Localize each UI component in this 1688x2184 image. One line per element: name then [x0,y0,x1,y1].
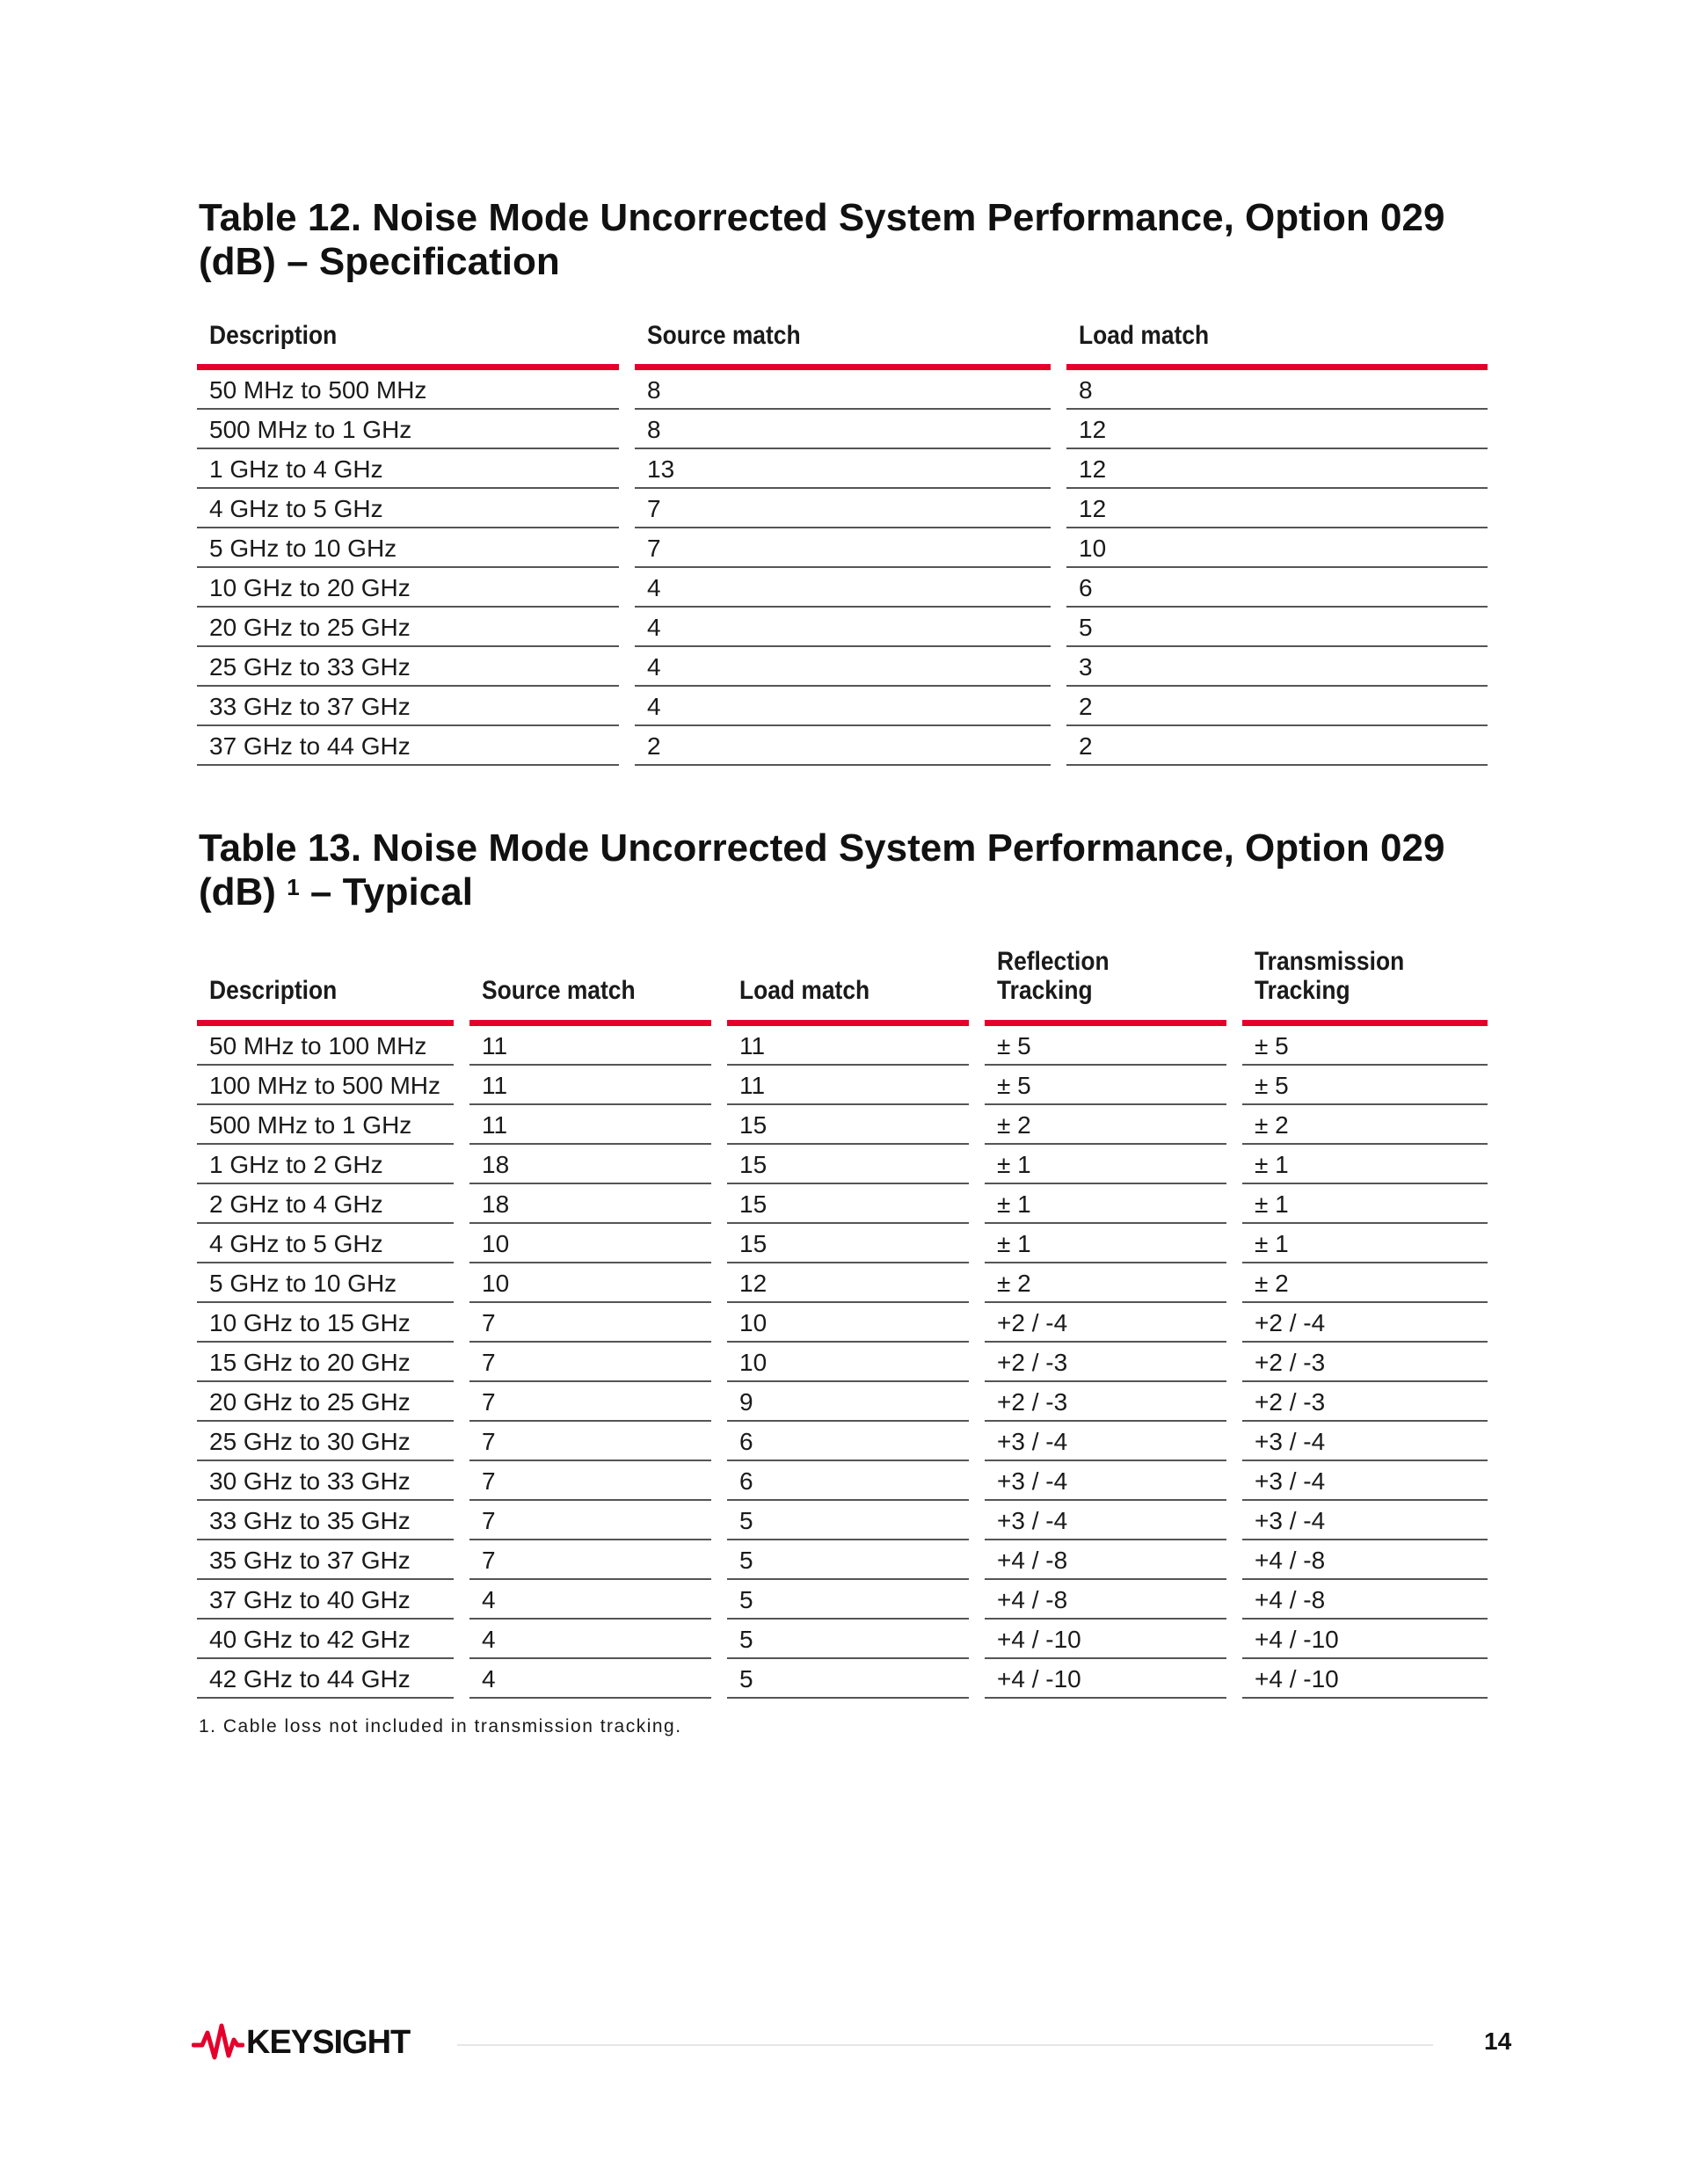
table12-header-description: Description [197,310,619,370]
table13-body [197,1026,1488,1699]
table-row [197,1303,1488,1343]
table-row [197,726,1488,766]
table-cell: 4 [469,1620,711,1659]
table-row [197,568,1488,608]
table-cell: 33 GHz to 35 GHz [197,1501,454,1540]
table-cell: 5 [727,1501,969,1540]
table-cell: +4 / -8 [1242,1580,1488,1620]
table-cell: 8 [635,410,1051,449]
table-row [197,370,1488,410]
table-cell: 4 GHz to 5 GHz [197,1224,454,1263]
table-cell: +2 / -4 [985,1303,1226,1343]
table-cell: +2 / -3 [1242,1343,1488,1382]
table-cell: 11 [469,1105,711,1145]
table12-header-row [197,310,1488,370]
table-cell: 50 MHz to 500 MHz [197,370,619,410]
table-cell: 10 [727,1303,969,1343]
table-row [197,608,1488,647]
footer-divider [457,2044,1433,2046]
footnote-ref: 1 [287,874,300,900]
table-cell: 9 [727,1382,969,1422]
footnote: 1. Cable loss not included in transmission tracking. [199,1716,682,1736]
table13-header-row [197,943,1488,1026]
table-cell: 12 [727,1263,969,1303]
table-row [197,1382,1488,1422]
table12-header-load-match: Load match [1066,310,1488,370]
table-cell: 4 [469,1659,711,1699]
table-cell: 4 [635,608,1051,647]
table-cell: 10 [727,1343,969,1382]
table-cell: 33 GHz to 37 GHz [197,687,619,726]
table-cell: ± 1 [1242,1224,1488,1263]
table-cell: 7 [635,528,1051,568]
table12-header-source-match: Source match [635,310,1051,370]
table-cell: 500 MHz to 1 GHz [197,410,619,449]
table-cell: 10 GHz to 20 GHz [197,568,619,608]
table-cell: 50 MHz to 100 MHz [197,1026,454,1066]
table-cell: 18 [469,1184,711,1224]
table-cell: 2 GHz to 4 GHz [197,1184,454,1224]
table-cell: 15 GHz to 20 GHz [197,1343,454,1382]
table-cell: 5 GHz to 10 GHz [197,528,619,568]
table-row [197,528,1488,568]
table-row [197,1343,1488,1382]
table-cell: 1 GHz to 2 GHz [197,1145,454,1184]
table-cell: 6 [1066,568,1488,608]
table-cell: +2 / -3 [985,1382,1226,1422]
table-cell: +3 / -4 [985,1501,1226,1540]
table-cell: 5 GHz to 10 GHz [197,1263,454,1303]
table13-header-transmission-tracking: Transmission Tracking [1242,943,1488,1026]
table-cell: 42 GHz to 44 GHz [197,1659,454,1699]
table-cell: 18 [469,1145,711,1184]
table-cell: ± 1 [1242,1145,1488,1184]
table-cell: +4 / -8 [1242,1540,1488,1580]
table-cell: 2 [1066,726,1488,766]
table-cell: 7 [469,1303,711,1343]
table-row [197,687,1488,726]
table-cell: 15 [727,1224,969,1263]
table-cell: ± 1 [985,1184,1226,1224]
table-row [197,1580,1488,1620]
table-cell: 15 [727,1184,969,1224]
table-cell: ± 5 [1242,1026,1488,1066]
table-cell: 15 [727,1105,969,1145]
table-cell: 4 [635,568,1051,608]
table-cell: +3 / -4 [985,1422,1226,1461]
table-cell: 11 [727,1066,969,1105]
table-cell: 7 [469,1501,711,1540]
table-cell: 10 GHz to 15 GHz [197,1303,454,1343]
brand-name: KEYSIGHT [246,2023,411,2061]
table-cell: +4 / -10 [985,1659,1226,1699]
table-row [197,410,1488,449]
table-cell: 1 GHz to 4 GHz [197,449,619,489]
table-cell: 37 GHz to 40 GHz [197,1580,454,1620]
table-cell: 4 [469,1580,711,1620]
table-cell: ± 2 [1242,1263,1488,1303]
table-cell: 7 [469,1422,711,1461]
table-cell: 6 [727,1422,969,1461]
table-row [197,647,1488,687]
table-cell: 6 [727,1461,969,1501]
table-cell: +3 / -4 [1242,1461,1488,1501]
table-cell: 11 [469,1026,711,1066]
table-cell: 25 GHz to 30 GHz [197,1422,454,1461]
table-row [197,449,1488,489]
table13-title: Table 13. Noise Mode Uncorrected System Performance, Option 029 (dB) $^1$ – Typical [199,826,1445,914]
page-number: 14 [1484,2027,1512,2055]
table-cell: ± 1 [1242,1184,1488,1224]
table-cell: 10 [469,1224,711,1263]
table-row [197,489,1488,528]
table-cell: 5 [727,1580,969,1620]
table-cell: 20 GHz to 25 GHz [197,608,619,647]
table-cell: 5 [727,1659,969,1699]
table-cell: +3 / -4 [1242,1422,1488,1461]
table-cell: 12 [1066,489,1488,528]
table-cell: 2 [635,726,1051,766]
table13-header-description: Description [197,943,454,1026]
table-cell: 7 [469,1343,711,1382]
table-cell: 25 GHz to 33 GHz [197,647,619,687]
table-row [197,1026,1488,1066]
table-row [197,1224,1488,1263]
table-row [197,1145,1488,1184]
table-cell: 15 [727,1145,969,1184]
table-row [197,1501,1488,1540]
table-cell: 8 [1066,370,1488,410]
table12-title: Table 12. Noise Mode Uncorrected System Performance, Option 029 (dB) – Specification [199,196,1445,283]
table-cell: 10 [1066,528,1488,568]
table-cell: 5 [727,1620,969,1659]
table-row [197,1540,1488,1580]
table-row [197,1659,1488,1699]
table-cell: 5 [1066,608,1488,647]
table-cell: +4 / -10 [985,1620,1226,1659]
table13-header-source-match: Source match [469,943,711,1026]
table-cell: 40 GHz to 42 GHz [197,1620,454,1659]
table-cell: +3 / -4 [1242,1501,1488,1540]
table-row [197,1184,1488,1224]
table-cell: ± 2 [985,1105,1226,1145]
table-cell: +4 / -8 [985,1580,1226,1620]
table-cell: 7 [469,1540,711,1580]
table-cell: +4 / -8 [985,1540,1226,1580]
table13-header-load-match: Load match [727,943,969,1026]
table-row [197,1066,1488,1105]
table-cell: +2 / -4 [1242,1303,1488,1343]
table-cell: 35 GHz to 37 GHz [197,1540,454,1580]
table-cell: ± 2 [1242,1105,1488,1145]
table-cell: 3 [1066,647,1488,687]
table-cell: 10 [469,1263,711,1303]
table-cell: 4 [635,647,1051,687]
table-cell: 500 MHz to 1 GHz [197,1105,454,1145]
table-row [197,1105,1488,1145]
table-cell: ± 5 [1242,1066,1488,1105]
table-row [197,1263,1488,1303]
table-cell: 7 [469,1461,711,1501]
table-cell: +4 / -10 [1242,1659,1488,1699]
table-cell: ± 5 [985,1026,1226,1066]
table-cell: 12 [1066,449,1488,489]
keysight-wave-icon [192,2020,244,2064]
table-cell: +2 / -3 [985,1343,1226,1382]
table-cell: 8 [635,370,1051,410]
table-cell: 2 [1066,687,1488,726]
table-cell: 30 GHz to 33 GHz [197,1461,454,1501]
table-cell: 7 [635,489,1051,528]
table-cell: ± 1 [985,1145,1226,1184]
table-cell: 11 [469,1066,711,1105]
table-cell: +2 / -3 [1242,1382,1488,1422]
table-cell: +4 / -10 [1242,1620,1488,1659]
table13-header-reflection-tracking: Reflection Tracking [985,943,1226,1026]
table-cell: ± 5 [985,1066,1226,1105]
table-row [197,1422,1488,1461]
table-cell: 20 GHz to 25 GHz [197,1382,454,1422]
table-cell: 4 GHz to 5 GHz [197,489,619,528]
table-cell: ± 1 [985,1224,1226,1263]
table-cell: +3 / -4 [985,1461,1226,1501]
table-row [197,1461,1488,1501]
table-cell: ± 2 [985,1263,1226,1303]
table-cell: 100 MHz to 500 MHz [197,1066,454,1105]
table13 [197,943,1488,1699]
table-cell: 11 [727,1026,969,1066]
table-row [197,1620,1488,1659]
keysight-logo [192,2020,410,2064]
table12 [197,310,1488,766]
table12-body [197,370,1488,766]
table-cell: 4 [635,687,1051,726]
table-cell: 7 [469,1382,711,1422]
table-cell: 37 GHz to 44 GHz [197,726,619,766]
table-cell: 5 [727,1540,969,1580]
table-cell: 12 [1066,410,1488,449]
table-cell: 13 [635,449,1051,489]
